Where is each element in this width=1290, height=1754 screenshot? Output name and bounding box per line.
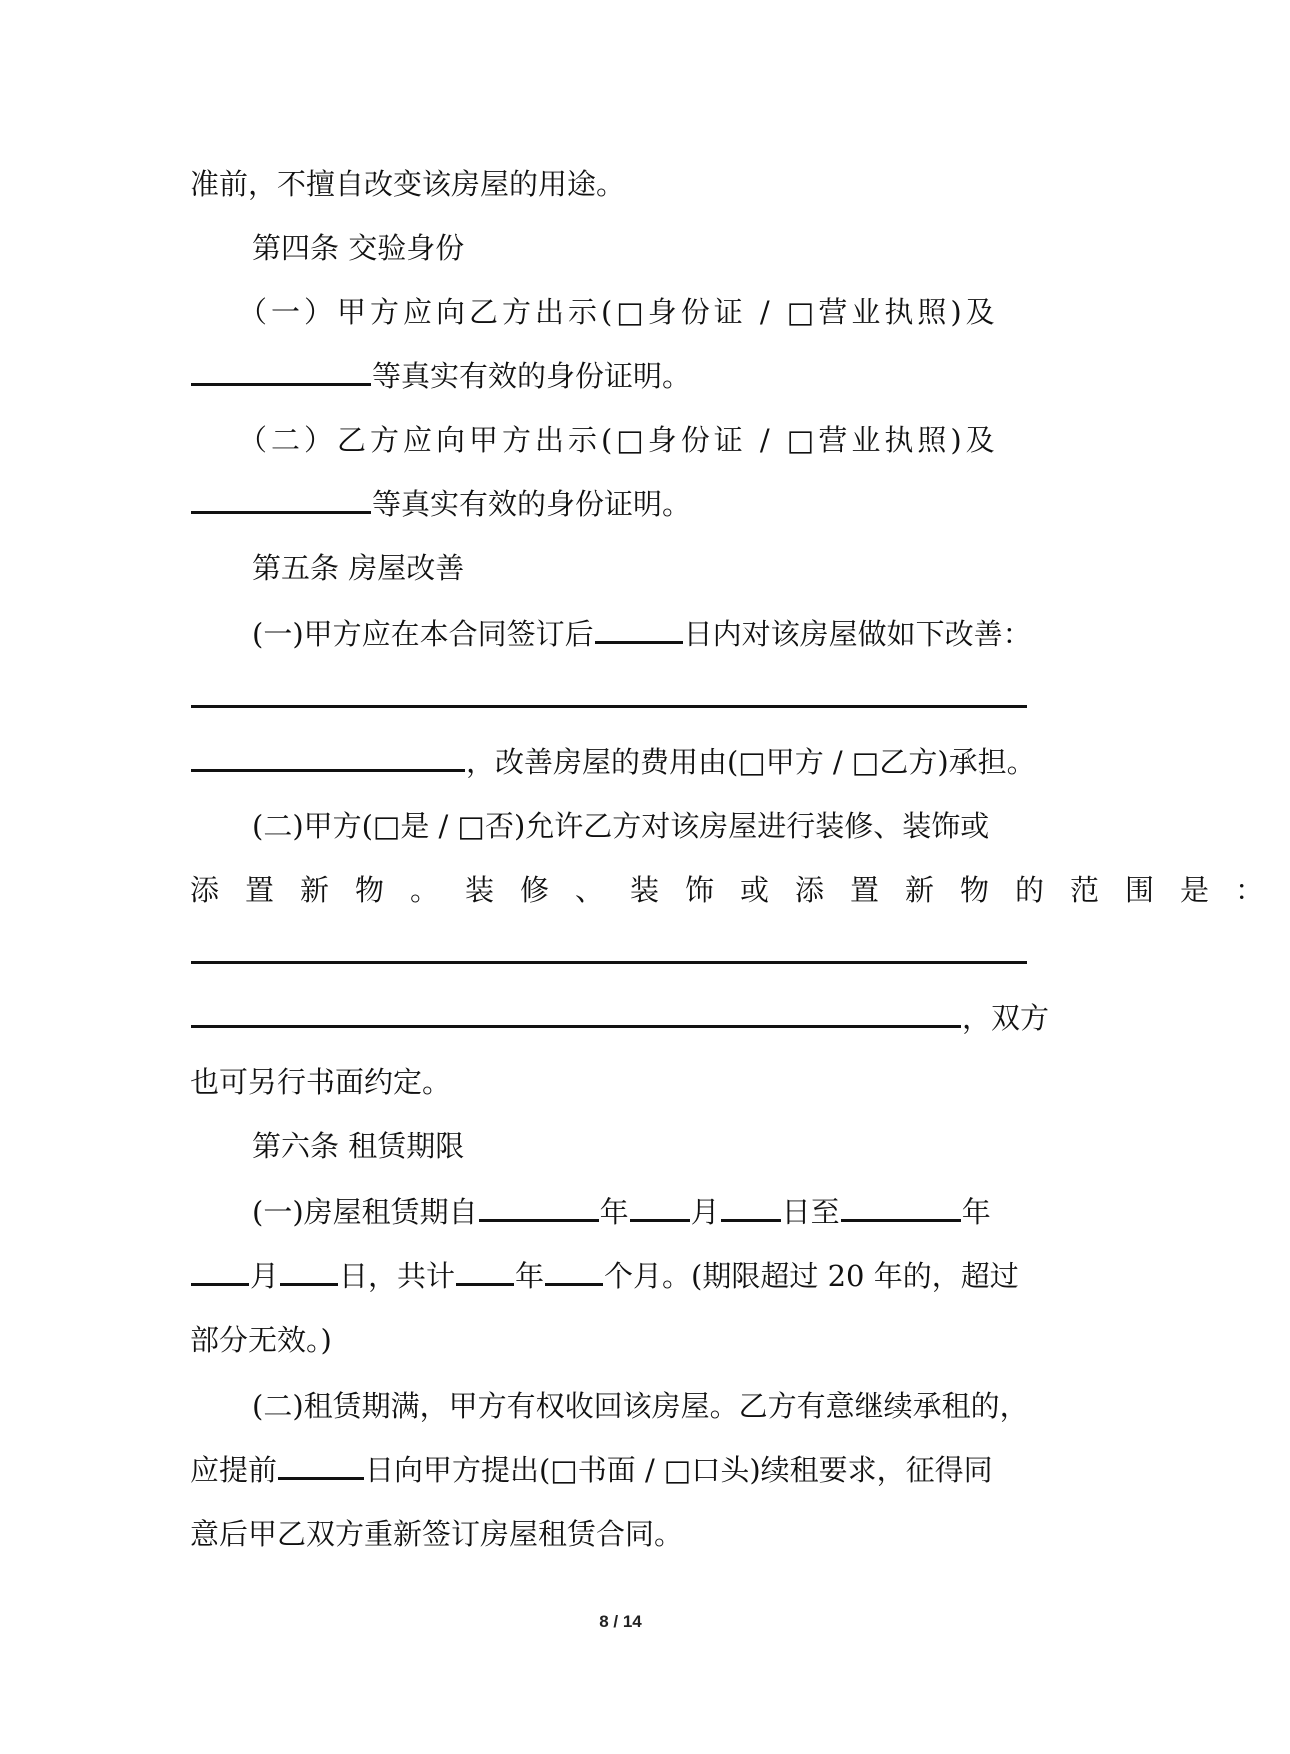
article-6-item-2-cont: 应提前 日向甲方提出(□书面 / □口头)续租要求，征得同: [190, 1453, 993, 1487]
fill-blank[interactable]: [595, 615, 683, 644]
article-6-item-2-end: 意后甲乙双方重新签订房屋租赁合同。: [190, 1517, 684, 1551]
text-line: 准前，不擅自改变该房屋的用途。: [190, 167, 626, 201]
article-5-item-2-cont2: ，双方: [190, 996, 1060, 1040]
article-6-item-1: (一)房屋租赁期自 年 月 日至 年: [252, 1195, 991, 1229]
article-6-item-1-cont: 月 日，共计 年 个月。(期限超过 20 年的，超过: [190, 1254, 1060, 1298]
article-5-item-2-end: 也可另行书面约定。: [190, 1065, 452, 1099]
fill-blank[interactable]: [191, 743, 465, 772]
fill-blank[interactable]: [278, 1451, 364, 1480]
article-5-item-2: (二)甲方(□是 / □否)允许乙方对该房屋进行装修、装饰或: [252, 809, 990, 843]
article-6-item-2: (二)租赁期满，甲方有权收回该房屋。乙方有意继续承租的，: [252, 1389, 1029, 1423]
fill-blank[interactable]: [191, 679, 1027, 708]
article-6-title: 第六条 租赁期限: [252, 1129, 465, 1163]
article-4-item-2: （二）乙方应向甲方出示(□身份证 / □营业执照)及: [238, 423, 999, 457]
fill-blank[interactable]: [721, 1193, 781, 1222]
article-5-item-1-cont: ，改善房屋的费用由(□甲方 / □乙方)承担。: [190, 740, 1060, 784]
fill-blank[interactable]: [545, 1257, 603, 1286]
article-4-item-1: （一）甲方应向乙方出示(□身份证 / □营业执照)及: [238, 295, 999, 329]
fill-blank[interactable]: [191, 935, 1027, 964]
fill-blank[interactable]: [479, 1193, 599, 1222]
article-6-item-1-end: 部分无效。): [190, 1323, 332, 1357]
fill-blank[interactable]: [191, 485, 371, 514]
fill-blank[interactable]: [191, 1257, 249, 1286]
fill-blank[interactable]: [841, 1193, 961, 1222]
article-5-title: 第五条 房屋改善: [252, 551, 465, 585]
article-4-item-2-cont: 等真实有效的身份证明。: [190, 482, 1060, 526]
fill-blank[interactable]: [280, 1257, 338, 1286]
fill-blank[interactable]: [191, 357, 371, 386]
article-4-title: 第四条 交验身份: [252, 231, 465, 265]
article-4-item-1-cont: 等真实有效的身份证明。: [190, 354, 1060, 398]
article-5-item-2-blank-line: [190, 932, 1060, 976]
fill-blank[interactable]: [191, 999, 961, 1028]
article-5-item-1: (一)甲方应在本合同签订后 日内对该房屋做如下改善：: [252, 617, 1032, 651]
page-number: 8 / 14: [599, 1612, 642, 1631]
article-5-item-1-blank-line: [190, 676, 1060, 720]
fill-blank[interactable]: [630, 1193, 690, 1222]
fill-blank[interactable]: [456, 1257, 514, 1286]
article-5-item-2-cont: 添置新物。装修、装饰或添置新物的范围是：: [190, 873, 1290, 907]
